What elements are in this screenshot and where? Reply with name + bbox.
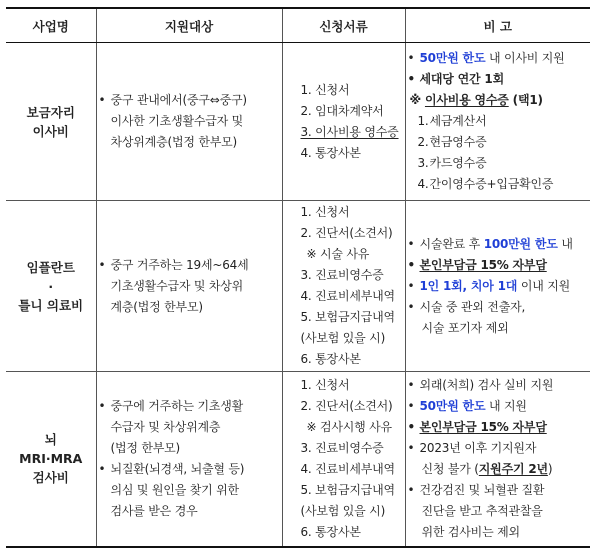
bullet-icon: • (407, 419, 415, 434)
documents-list (283, 202, 405, 370)
list-item: 6. 통장사본 (300, 524, 361, 539)
list-item: 4. 통장사본 (300, 145, 361, 160)
list-item: ※ 시술 사유 (306, 247, 370, 261)
table-row (6, 372, 590, 547)
list-item: 3. 진료비영수증 (300, 268, 384, 282)
header-remarks: 비 고 (405, 8, 590, 43)
documents-list (283, 80, 405, 164)
list-item: 3. 진료비영수증 (300, 440, 384, 455)
list-item: 2. 임대차계약서 (300, 103, 384, 118)
bullet-icon: • (407, 72, 415, 86)
bullet-icon: • (407, 377, 415, 392)
list-item: 1. 신청서 (300, 82, 350, 97)
documents-cell (282, 201, 405, 372)
documents-cell (282, 43, 405, 201)
bullet-icon: • (407, 299, 415, 314)
list-item: 5. 보험금지급내역 (300, 482, 395, 497)
list-item: (사보험 있을 시) (300, 503, 386, 518)
bullet-icon: • (98, 257, 106, 272)
list-item: 2. 진단서(소견서) (300, 226, 393, 240)
documents-list (283, 375, 405, 543)
support-program-table (6, 7, 590, 548)
list-item: 6. 통장사본 (300, 352, 361, 366)
remarks-cell: • 시술완료 후 100만원 한도 내 • 본인부담금 15% 자부담 • 1인 1회, 치아 1대 이내 지원 • 시술 중 관외 전출자, 시술 포기자 제외 (405, 201, 590, 372)
eligibility-cell: • 중구 거주하는 19세~64세 기초생활수급자 및 차상위 계층(법정 한부모) (96, 201, 282, 372)
bullet-icon: • (407, 440, 415, 455)
eligibility-cell: • 중구 관내에서(중구⇔중구) 이사한 기초생활수급자 및 차상위계층(법정 한부모) (96, 43, 282, 201)
bullet-icon: • (407, 236, 415, 251)
bullet-icon: • (407, 482, 415, 497)
table-row (6, 201, 590, 372)
table-header-row (6, 8, 590, 43)
list-item: 4. 진료비세부내역 (300, 289, 395, 303)
list-item: 5. 보험금지급내역 (300, 310, 395, 324)
eligibility-cell: • 중구에 거주하는 기초생활 수급자 및 차상위계층 (법정 한부모) • 뇌질환(뇌경색, 뇌출혈 등) 의심 및 원인을 찾기 위한 검사를 받은 경우 (96, 372, 282, 547)
bullet-icon: • (98, 398, 106, 413)
list-item: (사보험 있을 시) (300, 331, 386, 345)
program-name-cell: 뇌 MRI·MRA 검사비 (6, 372, 96, 547)
bullet-icon: • (407, 398, 415, 413)
bullet-icon: • (407, 278, 415, 293)
list-item: 4. 진료비세부내역 (300, 461, 395, 476)
list-item: 2. 진단서(소견서) (300, 398, 393, 413)
header-eligibility: 지원대상 (96, 8, 282, 43)
list-item: 1. 신청서 (300, 205, 350, 219)
list-item: ※ 검사시행 사유 (306, 419, 392, 434)
remarks-cell: • 외래(처희) 검사 실비 지원 • 50만원 한도 내 지원 • 본인부담금 15% 자부담 • 2023년 이후 기지원자 신청 불가 (지원주기 2년) • 건강검진 및 뇌혈관 질환 진단을 받고 추적관찰을 위한 검사비는 제외 (405, 372, 590, 547)
header-program-name: 사업명 (6, 8, 96, 43)
bullet-icon: • (98, 93, 106, 107)
list-item: 3. 이사비용 영수증 (300, 124, 399, 139)
header-documents: 신청서류 (282, 8, 405, 43)
program-name-cell: 임플란트 · 틀니 의료비 (6, 201, 96, 372)
program-name-cell: 보금자리 이사비 (6, 43, 96, 201)
bullet-icon: • (98, 461, 106, 476)
list-item: 1. 신청서 (300, 377, 350, 392)
table-row (6, 43, 590, 201)
remarks-cell: • 50만원 한도 내 이사비 지원 • 세대당 연간 1회 ※ 이사비용 영수증 (택1) 1. 세금계산서 2. 현금영수증 3. 카드영수증 4. 간이영수증+입금확인증 (405, 43, 590, 201)
documents-cell (282, 372, 405, 547)
bullet-icon: • (407, 257, 415, 272)
bullet-icon: • (407, 51, 415, 65)
